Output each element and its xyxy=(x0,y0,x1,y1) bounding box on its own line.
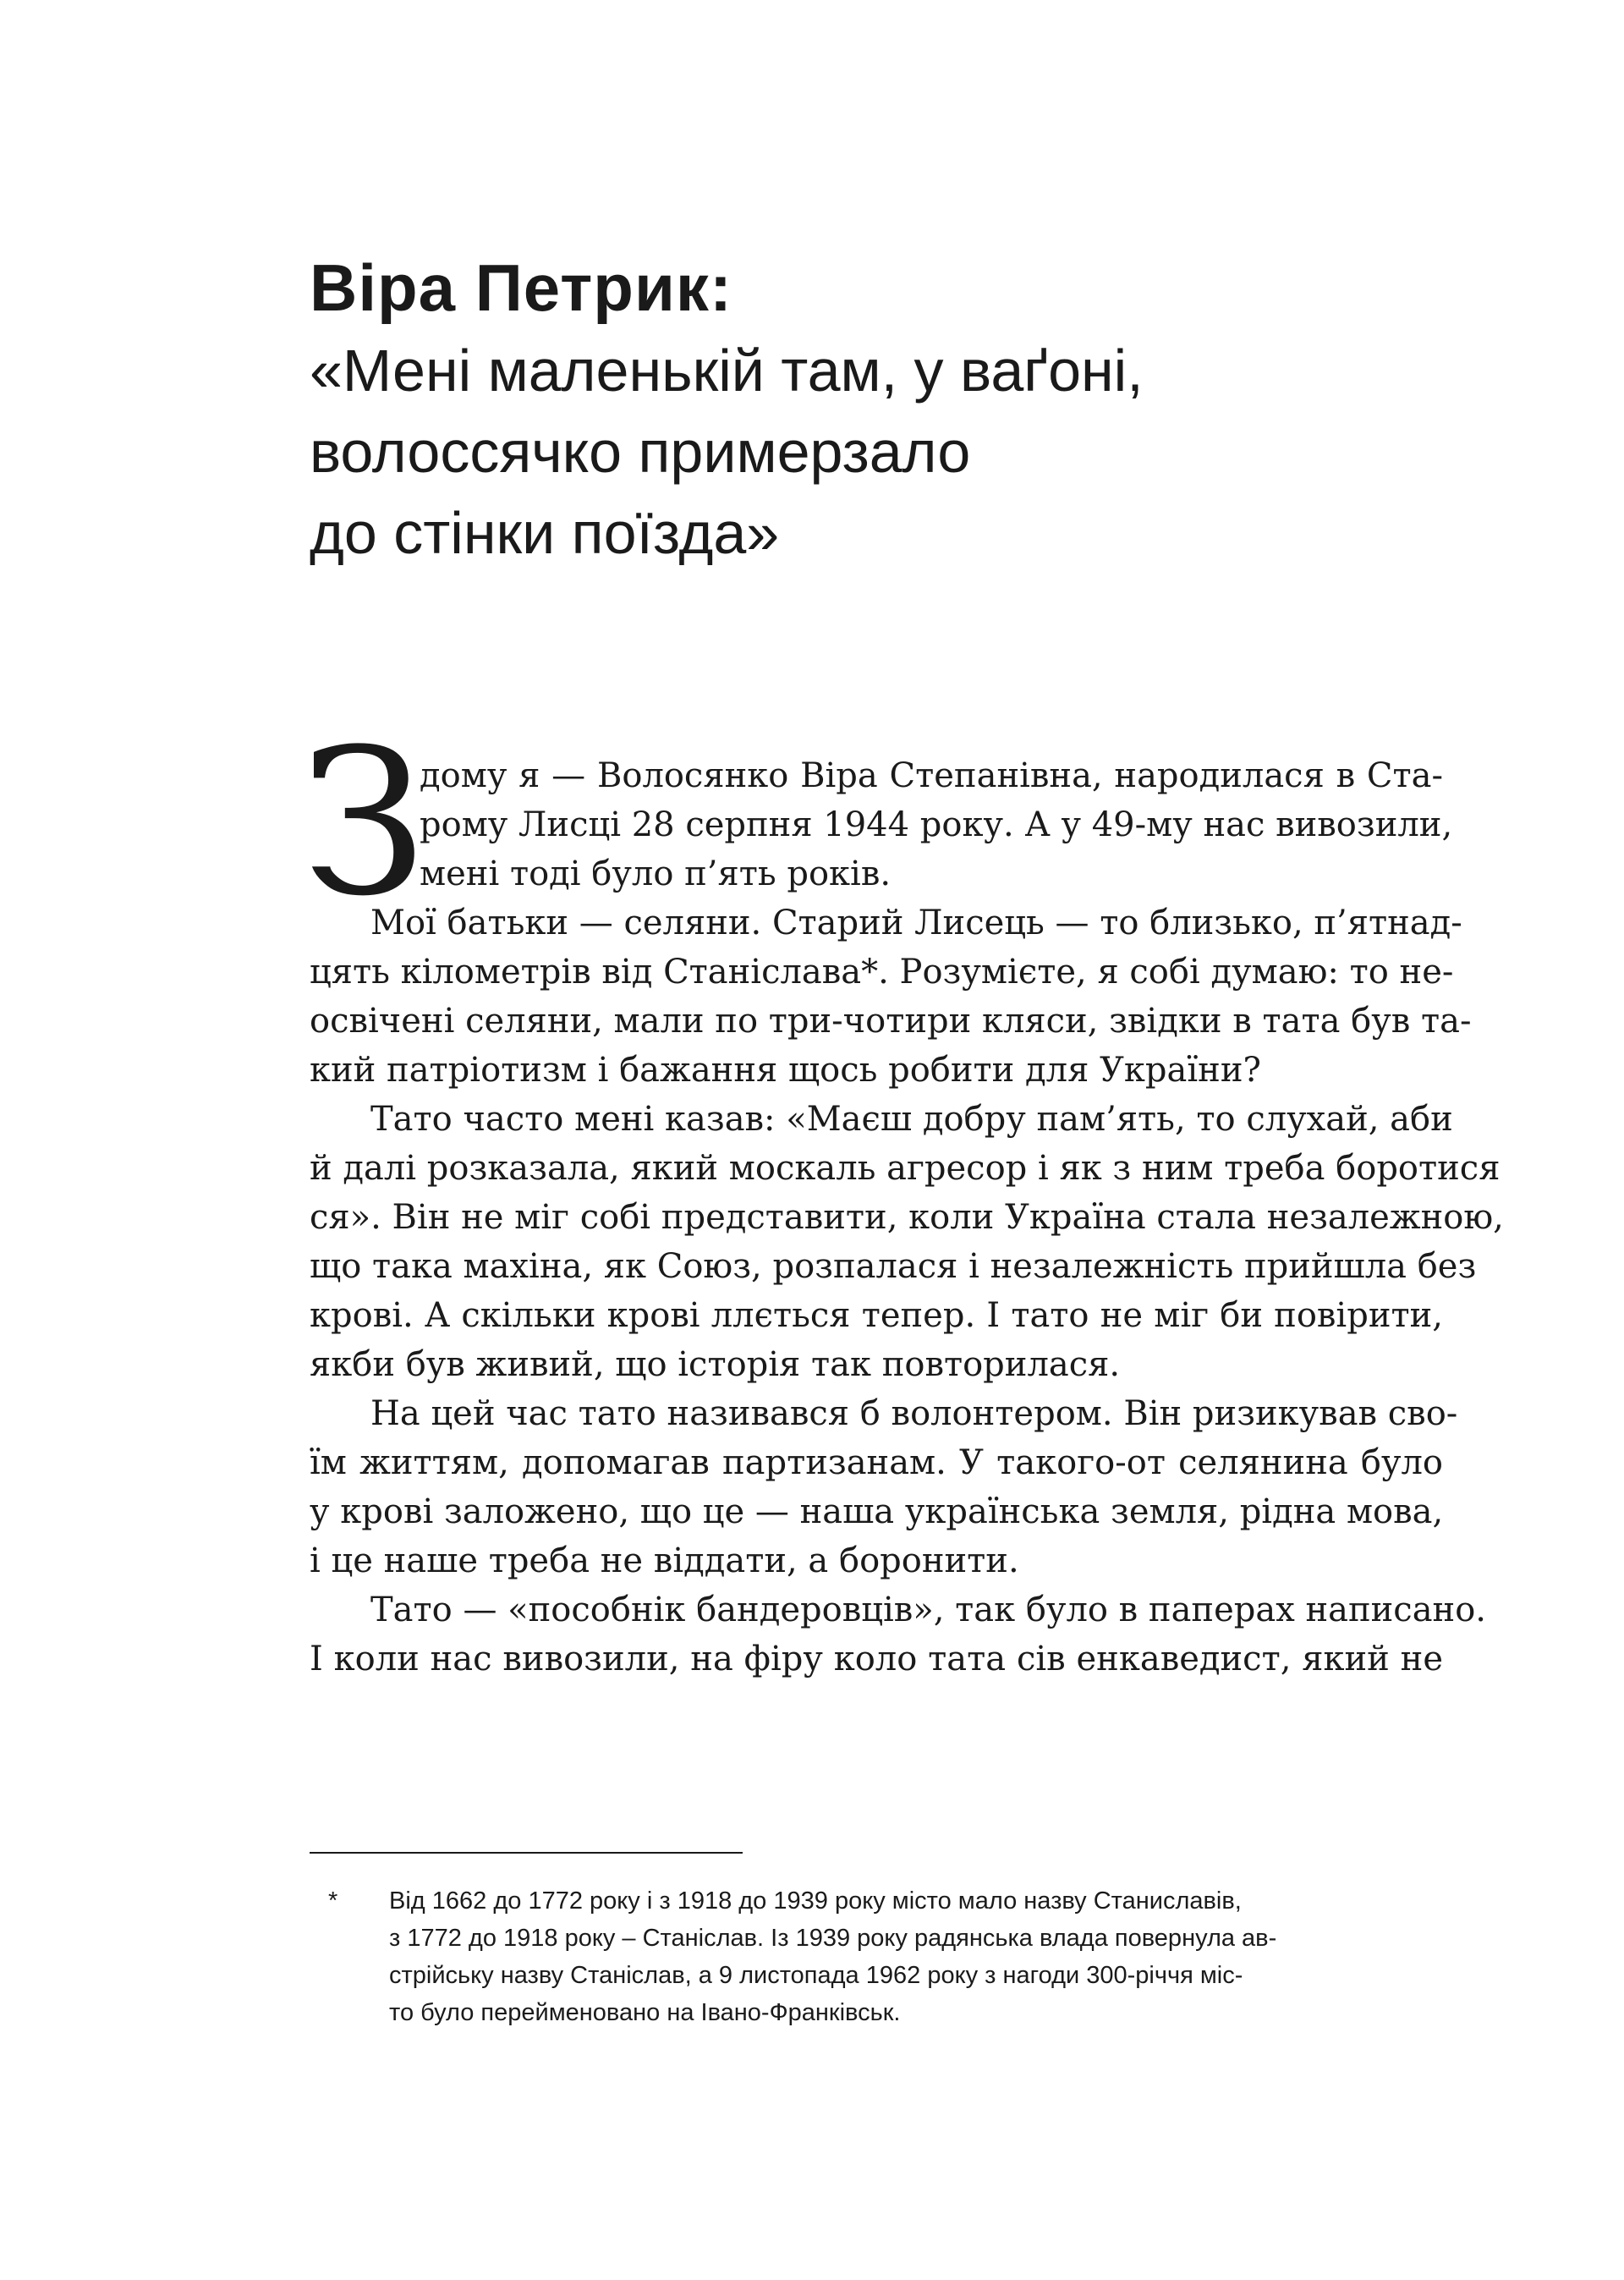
text-line: і це наше треба не віддати, а боронити. xyxy=(310,1541,1019,1580)
paragraph xyxy=(310,1095,1504,1389)
text-line: й далі розказала, який москаль агресор і як з ним треба боротися xyxy=(310,1149,1501,1188)
text-line: кий патріотизм і бажання щось робити для України? xyxy=(310,1051,1261,1090)
body-text xyxy=(301,706,1504,1684)
text-line: крові. А скільки крові ллється тепер. І тато не міг би повірити, xyxy=(310,1296,1443,1335)
paragraph xyxy=(310,1585,1487,1684)
text-line: дому я — Волосянко Віра Степанівна, народилася в Ста- xyxy=(420,756,1443,795)
text-line: у крові заложено, що це — наша українська земля, рідна мова, xyxy=(310,1492,1444,1531)
title-quote-line: «Мені маленькій там, у ваґоні, xyxy=(310,338,1144,404)
text-line: ся». Він не міг собі представити, коли Україна стала незалежною, xyxy=(310,1198,1504,1237)
title-quote-line: волоссячко примерзало xyxy=(310,419,971,485)
footnote-line: з 1772 до 1918 року – Станіслав. Із 1939 року радянська влада повернула ав- xyxy=(389,1925,1277,1952)
text-line: рому Лисці 28 серпня 1944 року. А у 49-му нас вивозили, xyxy=(420,805,1453,844)
text-line: На цей час тато називався б волонтером. Він ризикував сво- xyxy=(370,1394,1458,1433)
text-line: Тато — «пособнік бандеровців», так було в паперах написано. xyxy=(370,1591,1487,1629)
text-line: якби був живий, що історія так повторилася. xyxy=(310,1345,1121,1384)
text-line: їм життям, допомагав партизанам. У такого-от селянина було xyxy=(310,1443,1443,1482)
footnote-mark: * xyxy=(328,1887,338,1915)
footnote-text xyxy=(389,1882,1451,2031)
title-name: Віра Петрик: xyxy=(310,250,732,325)
title-quote xyxy=(310,330,1477,574)
footnote-line: то було перейменовано на Івано-Франківськ. xyxy=(389,1999,901,2026)
text-line: освічені селяни, мали по три-чотири кляси, звідки в тата був та- xyxy=(310,1002,1472,1041)
paragraph xyxy=(310,1389,1458,1585)
footnote-line: стрійську назву Станіслав, а 9 листопада 1962 року з нагоди 300-річчя міс- xyxy=(389,1962,1243,1989)
paragraph xyxy=(310,898,1472,1095)
text-line: І коли нас вивозили, на фіру коло тата сів енкаведист, який не xyxy=(310,1640,1443,1678)
footnote-divider xyxy=(310,1852,743,1854)
text-line: Мої батьки — селяни. Старий Лисець — то близько, п’ятнад- xyxy=(370,904,1462,942)
drop-cap: З xyxy=(301,706,427,941)
chapter-title xyxy=(310,245,1477,574)
text-line: Тато часто мені казав: «Маєш добру пам’ять, то слухай, аби xyxy=(370,1100,1453,1139)
text-line: цять кілометрів від Станіслава*. Розумієте, я собі думаю: то не- xyxy=(310,953,1454,992)
footnote-line: Від 1662 до 1772 року і з 1918 до 1939 року місто мало назву Станиславів, xyxy=(389,1887,1242,1915)
text-line: мені тоді було п’ять років. xyxy=(420,854,892,893)
text-line: що така махіна, як Союз, розпалася і незалежність прийшла без xyxy=(310,1247,1477,1286)
title-quote-line: до стінки поїзда» xyxy=(310,500,780,566)
